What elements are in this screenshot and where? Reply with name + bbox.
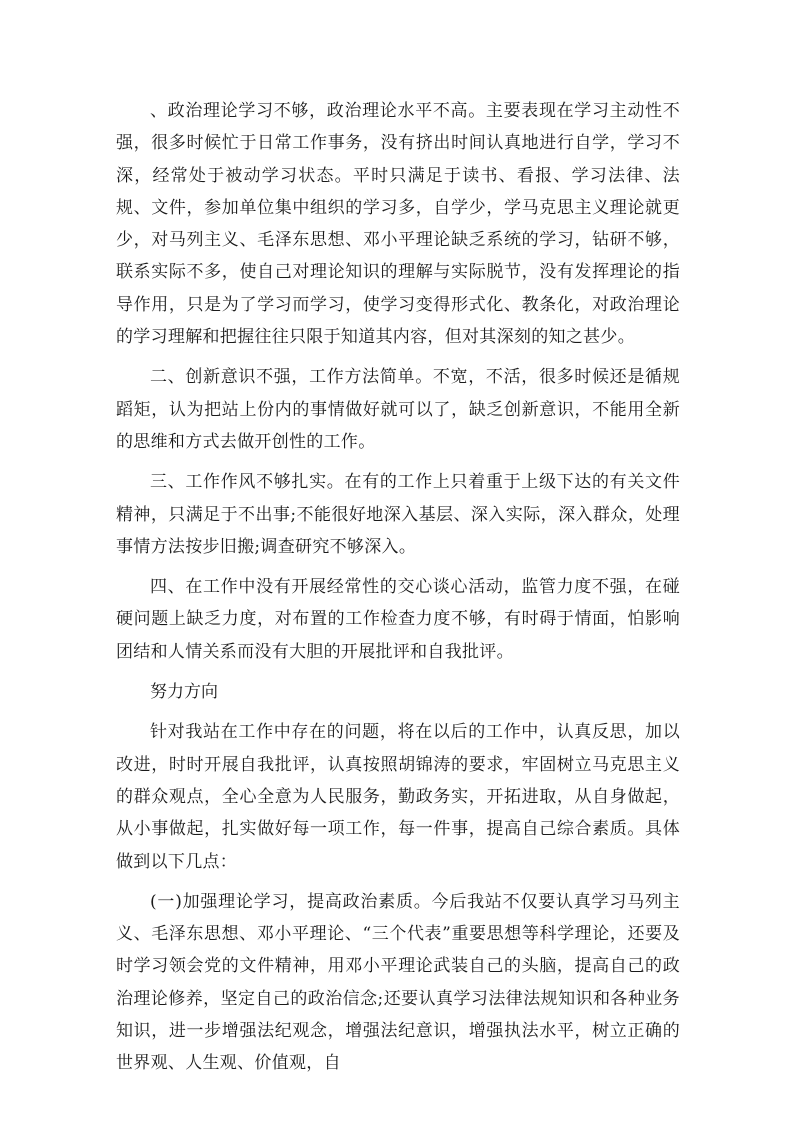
paragraph-5: 针对我站在工作中存在的问题，将在以后的工作中，认真反思，加以改进，时时开展自我批评，认真按照胡锦涛的要求，牢固树立马克思主义的群众观点，全心全意为人民服务，勤政务实，开拓进取，从自身做起，从小事做起，扎实做好每一项工作，每一件事，提高自己综合素质。具体做到以下几点：: [116, 722, 680, 872]
document-page: [116, 95, 680, 1080]
paragraph-2: 二、创新意识不强，工作方法简单。不宽，不活，很多时候还是循规蹈矩，认为把站上份内的事情做好就可以了，缺乏创新意识，不能用全新的思维和方式去做开创性的工作。: [116, 367, 680, 452]
paragraph-3: 三、工作作风不够扎实。在有的工作上只着重于上级下达的有关文件精神，只满足于不出事;不能很好地深入基层、深入实际，深入群众，处理事情方法按步旧搬;调查研究不够深入。: [116, 472, 680, 557]
paragraph-1: 、政治理论学习不够，政治理论水平不高。主要表现在学习主动性不强，很多时候忙于日常工作事务，没有挤出时间认真地进行自学，学习不深，经常处于被动学习状态。平时只满足于读书、看报、学习法律、法规、文件，参加单位集中组织的学习多，自学少，学马克思主义理论就更少，对马列主义、毛泽东思想、邓小平理论缺乏系统的学习，钻研不够，联系实际不多，使自己对理论知识的理解与实际脱节，没有发挥理论的指导作用，只是为了学习而学习，使学习变得形式化、教条化，对政治理论的学习理解和把握往往只限于知道其内容，但对其深刻的知之甚少。: [116, 101, 680, 348]
paragraph-4: 四、在工作中没有开展经常性的交心谈心活动，监管力度不强，在碰硬问题上缺乏力度，对布置的工作检查力度不够，有时碍于情面，怕影响团结和人情关系而没有大胆的开展批评和自我批评。: [116, 577, 680, 662]
section-heading: 努力方向: [150, 682, 218, 703]
paragraph-6: (一)加强理论学习，提高政治素质。今后我站不仅要认真学习马列主义、毛泽东思想、邓小平理论、“三个代表”重要思想等科学理论，还要及时学习领会党的文件精神，用邓小平理论武装自己的头脑，提高自己的政治理论修养，坚定自己的政治信念;还要认真学习法律法规知识和各种业务知识，进一步增强法纪观念，增强法纪意识，增强执法水平，树立正确的世界观、人生观、价值观，自: [116, 891, 680, 1074]
